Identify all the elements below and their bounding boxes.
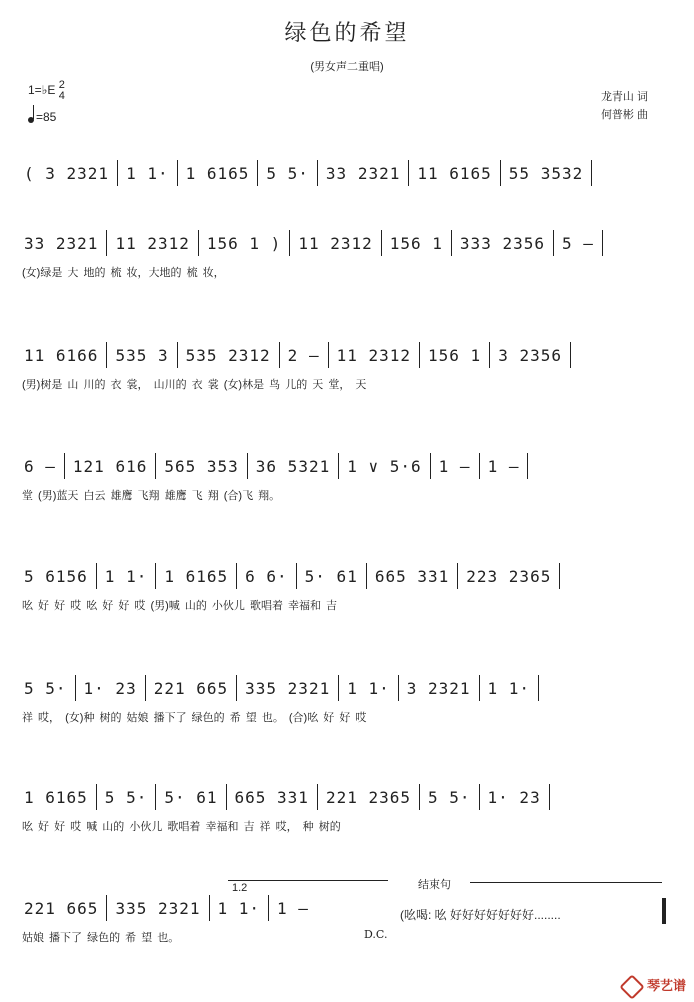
song-title: 绿色的希望 — [284, 21, 410, 46]
barline — [479, 675, 480, 701]
staff-line — [22, 895, 670, 925]
measure: 1 6165 — [164, 566, 229, 586]
measure: 5 5· — [24, 678, 67, 698]
volta-number: 1.2 — [232, 882, 248, 894]
lyric-line: 堂 (男)蓝天 白云 雄鹰 飞翔 雄鹰 飞 翔 (合)飞 翔。 — [22, 490, 281, 502]
measure: 1 1· — [217, 898, 261, 918]
measure: 55 3532 — [508, 163, 584, 183]
barline — [236, 675, 237, 701]
measure: 1· 23 — [83, 678, 137, 698]
barline — [338, 675, 339, 701]
measure: 11 2312 — [115, 233, 190, 253]
lyric-line: 吆 好 好 哎 吆 好 好 哎 (男)喊 山的 小伙儿 歌唱着 幸福和 吉 — [22, 600, 338, 612]
key-prefix: 1= — [28, 83, 42, 98]
measure: 11 6165 — [417, 163, 492, 183]
measure: 1 – — [277, 898, 309, 918]
barline — [289, 230, 290, 256]
barline — [236, 563, 237, 589]
song-subtitle: (男女声二重唱) — [310, 61, 384, 73]
barline — [338, 453, 339, 479]
barline — [226, 784, 227, 810]
measure: 665 331 — [374, 566, 450, 586]
lyric-line: 姑娘 播下了 绿色的 希 望 也。 — [22, 932, 180, 944]
staff-line — [22, 563, 670, 593]
barline — [268, 895, 269, 921]
barline — [64, 453, 65, 479]
staff-line — [22, 453, 670, 483]
time-bottom: 4 — [58, 90, 65, 102]
barline — [106, 895, 107, 921]
measure: 33 2321 — [24, 233, 99, 253]
watermark-logo — [623, 975, 686, 996]
measure: 156 1 — [428, 345, 482, 365]
barline — [96, 563, 97, 589]
tempo-marking — [28, 110, 56, 124]
measure: 2 – — [287, 345, 320, 365]
watermark-text: 琴艺谱 — [646, 978, 686, 994]
barline — [591, 160, 592, 186]
lyricist-credit: 龙青山 词 — [600, 91, 648, 103]
barline — [145, 675, 146, 701]
measure: 1 1· — [104, 566, 148, 586]
barline — [549, 784, 550, 810]
barline — [247, 453, 248, 479]
lyric-line: (男)树是 山 川的 衣 裳， 山川的 衣 裳 (女)林是 鸟 儿的 天 堂， 天 — [22, 379, 367, 391]
barline — [489, 342, 490, 368]
staff-line — [22, 230, 670, 260]
key-letter: E — [47, 83, 56, 98]
staff-line — [22, 675, 670, 705]
composer-credit: 何普彬 曲 — [600, 109, 648, 121]
barline — [198, 230, 199, 256]
barline — [479, 453, 480, 479]
ending-bracket — [470, 882, 662, 883]
barline — [75, 675, 76, 701]
barline — [177, 342, 178, 368]
barline — [419, 342, 420, 368]
barline — [398, 675, 399, 701]
measure: 333 2356 — [459, 233, 545, 253]
barline — [317, 784, 318, 810]
volta-bracket — [228, 880, 388, 881]
measure: 1 ∨ 5·6 — [347, 456, 422, 476]
measure: 5 6156 — [24, 566, 88, 586]
barline — [155, 453, 156, 479]
barline — [209, 895, 210, 921]
measure: 3 2356 — [498, 345, 562, 365]
measure: 5· 61 — [304, 566, 358, 586]
barline — [296, 563, 297, 589]
barline — [257, 160, 258, 186]
measure: 335 2321 — [115, 898, 201, 918]
measure: 11 6166 — [24, 345, 99, 365]
measure: 121 616 — [72, 456, 148, 476]
measure: 1· 23 — [487, 787, 541, 807]
measure: 535 3 — [115, 345, 169, 365]
measure: 5· 61 — [164, 787, 218, 807]
measure: 535 2312 — [185, 345, 271, 365]
quarter-note-icon — [28, 117, 34, 123]
barline — [419, 784, 420, 810]
time-top: 2 — [58, 79, 65, 91]
flat-sign: ♭ — [41, 83, 48, 98]
measure: 5 5· — [428, 787, 471, 807]
barline — [177, 160, 178, 186]
barline — [155, 784, 156, 810]
measure: 1 – — [487, 456, 520, 476]
barline — [430, 453, 431, 479]
measure: 156 1 — [389, 233, 443, 253]
barline — [317, 160, 318, 186]
staff-line — [22, 160, 670, 190]
lyric-line: (女)绿是 大 地的 梳 妆，大地的 梳 妆， — [22, 267, 225, 279]
barline — [500, 160, 501, 186]
barline — [117, 160, 118, 186]
barline — [457, 563, 458, 589]
lyric-line: 吆 好 好 哎 喊 山的 小伙儿 歌唱着 幸福和 吉 祥 哎， 种 树的 — [22, 821, 341, 833]
measure: 1 – — [438, 456, 471, 476]
barline — [408, 160, 409, 186]
barline — [527, 453, 528, 479]
barline — [328, 342, 329, 368]
key-signature — [28, 80, 65, 102]
ending-label: 结束句 — [418, 879, 451, 891]
final-barline — [662, 898, 666, 924]
barline — [559, 563, 560, 589]
barline — [479, 784, 480, 810]
time-signature — [59, 80, 65, 102]
barline — [279, 342, 280, 368]
measure: 335 2321 — [245, 678, 331, 698]
barline — [96, 784, 97, 810]
measure: 665 331 — [234, 787, 309, 807]
barline — [538, 675, 539, 701]
ending-text: (吆喝: 吆 好好好好好好好........ — [400, 908, 561, 922]
staff-line — [22, 784, 670, 814]
measure: 6 – — [24, 456, 56, 476]
measure: 1 6165 — [24, 787, 88, 807]
measure: 221 665 — [153, 678, 229, 698]
barline — [155, 563, 156, 589]
measure: 156 1 ) — [206, 233, 282, 253]
barline — [451, 230, 452, 256]
measure: 1 1· — [347, 678, 390, 698]
measure: 11 2312 — [336, 345, 412, 365]
measure: 11 2312 — [298, 233, 373, 253]
measure: 565 353 — [164, 456, 239, 476]
measure: 3 2321 — [406, 678, 471, 698]
measure: 36 5321 — [255, 456, 331, 476]
barline — [570, 342, 571, 368]
measure: 221 2365 — [325, 787, 411, 807]
measure: 6 6· — [245, 566, 288, 586]
dc-marking: D.C. — [364, 928, 388, 941]
barline — [381, 230, 382, 256]
measure: 1 1· — [487, 678, 531, 698]
measure: 5 5· — [266, 163, 309, 183]
measure: 33 2321 — [325, 163, 401, 183]
staff-line — [22, 342, 670, 372]
measure: 5 5· — [104, 787, 148, 807]
barline — [106, 342, 107, 368]
lyric-line: 祥 哎， (女)种 树的 姑娘 播下了 绿色的 希 望 也。 (合)吆 好 好 哎 — [22, 712, 367, 724]
measure: ( 3 2321 — [24, 163, 110, 183]
measure: 5 – — [561, 233, 594, 253]
measure: 1 1· — [126, 163, 169, 183]
tempo-value: =85 — [36, 110, 57, 124]
barline — [366, 563, 367, 589]
barline — [553, 230, 554, 256]
barline — [602, 230, 603, 256]
logo-icon — [619, 974, 644, 999]
measure: 221 665 — [24, 898, 99, 918]
measure: 223 2365 — [466, 566, 552, 586]
measure: 1 6165 — [185, 163, 250, 183]
barline — [106, 230, 107, 256]
